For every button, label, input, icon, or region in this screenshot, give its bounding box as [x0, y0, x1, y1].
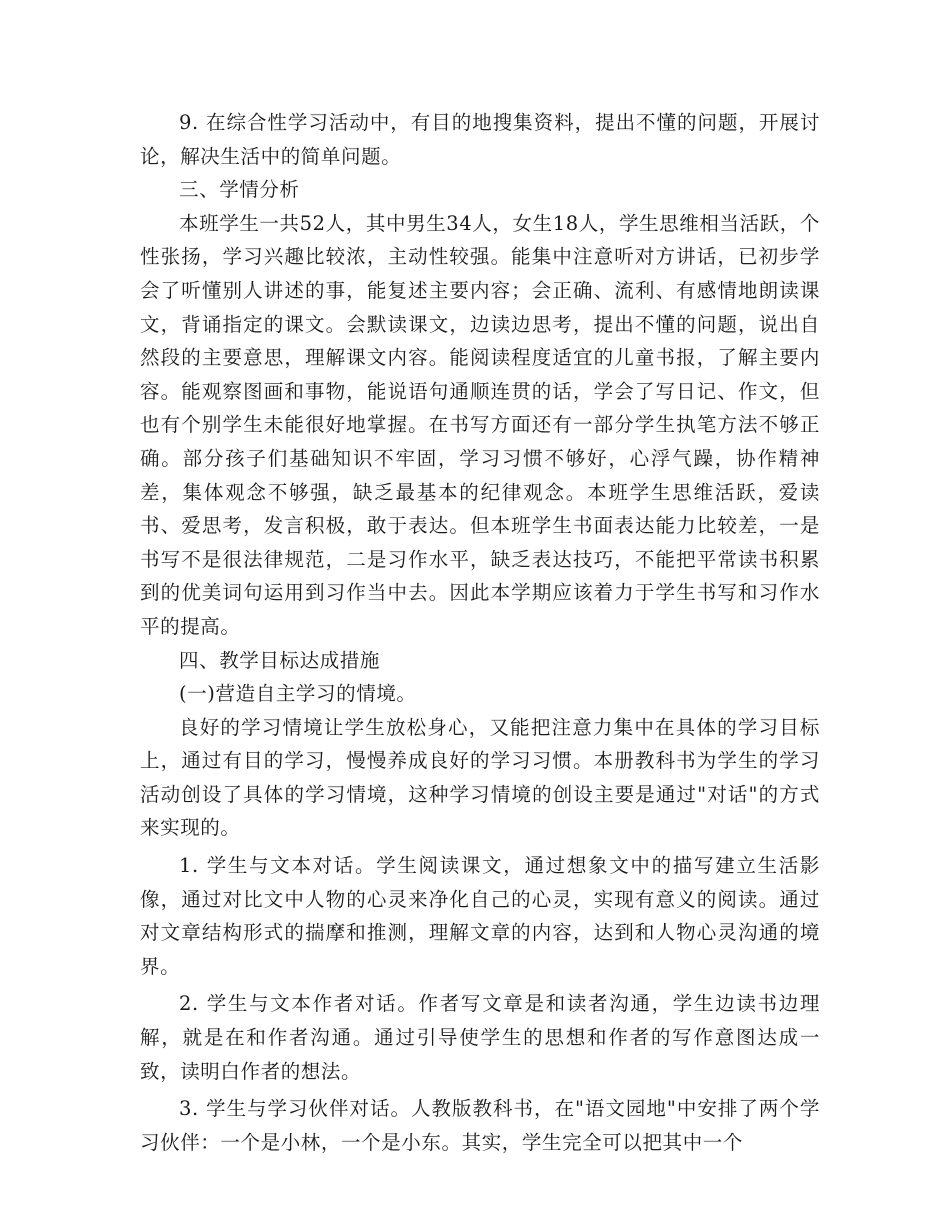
section-heading-learning-analysis: 三、学情分析 — [179, 178, 300, 202]
paragraph-dialogue-with-partners: 3. 学生与学习伙伴对话。人教版教科书，在"语文园地"中安排了两个学习伙伴：一个是小林，一个是小东。其实，学生完全可以把其中一个 — [140, 1097, 820, 1154]
paragraph-class-analysis: 本班学生一共52人，其中男生34人，女生18人，学生思维相当活跃，个性张扬，学习兴趣比较浓，主动性较强。能集中注意听对方讲话，已初步学会了听懂别人讲述的事，能复述主要内容；会正确、流利、有感情地朗读课文，背诵指定的课文。会默读课文，边读边思考，提出不懂的问题，说出自然段的主要意思，理解课文内容。能阅读程度适宜的儿童书报，了解主要内容。能观察图画和事物，能说语句通顺连贯的话，学会了写日记、作文，但也有个别学生未能很好地掌握。在书写方面还有一部分学生执笔方法不够正确。部分孩子们基础知识不牢固，学习习惯不够好，心浮气躁，协作精神差，集体观念不够强，缺乏最基本的纪律观念。本班学生思维活跃，爱读书、爱思考，发言积极，敢于表达。但本班学生书面表达能力比较差，一是书写不是很法律规范，二是习作水平，缺乏表达技巧，不能把平常读书积累到的优美词句运用到习作当中去。因此本学期应该着力于学生书写和习作水平的提高。 — [140, 211, 820, 638]
paragraph-learning-situation: 良好的学习情境让学生放松身心，又能把注意力集中在具体的学习目标上，通过有目的学习，慢慢养成良好的学习习惯。本册教科书为学生的学习活动创设了具体的学习情境，这种学习情境的创设主要是通过"对话"的方式来实现的。 — [140, 715, 820, 840]
paragraph-item-9: 9. 在综合性学习活动中，有目的地搜集资料，提出不懂的问题，开展讨论，解决生活中的简单问题。 — [140, 111, 820, 168]
section-heading-teaching-measures: 四、教学目标达成措施 — [179, 648, 381, 672]
paragraph-dialogue-with-text: 1. 学生与文本对话。学生阅读课文，通过想象文中的描写建立生活影像，通过对比文中人物的心灵来净化自己的心灵，实现有意义的阅读。通过对文章结构形式的揣摩和推测，理解文章的内容，达到和人物心灵沟通的境界。 — [140, 854, 820, 978]
document-body — [140, 106, 820, 1159]
subheading-autonomous-learning: (一)营造自主学习的情境。 — [179, 682, 417, 706]
paragraph-dialogue-with-author: 2. 学生与文本作者对话。作者写文章是和读者沟通，学生边读书边理解，就是在和作者沟通。通过引导使学生的思想和作者的写作意图达成一致，读明白作者的想法。 — [140, 992, 820, 1083]
